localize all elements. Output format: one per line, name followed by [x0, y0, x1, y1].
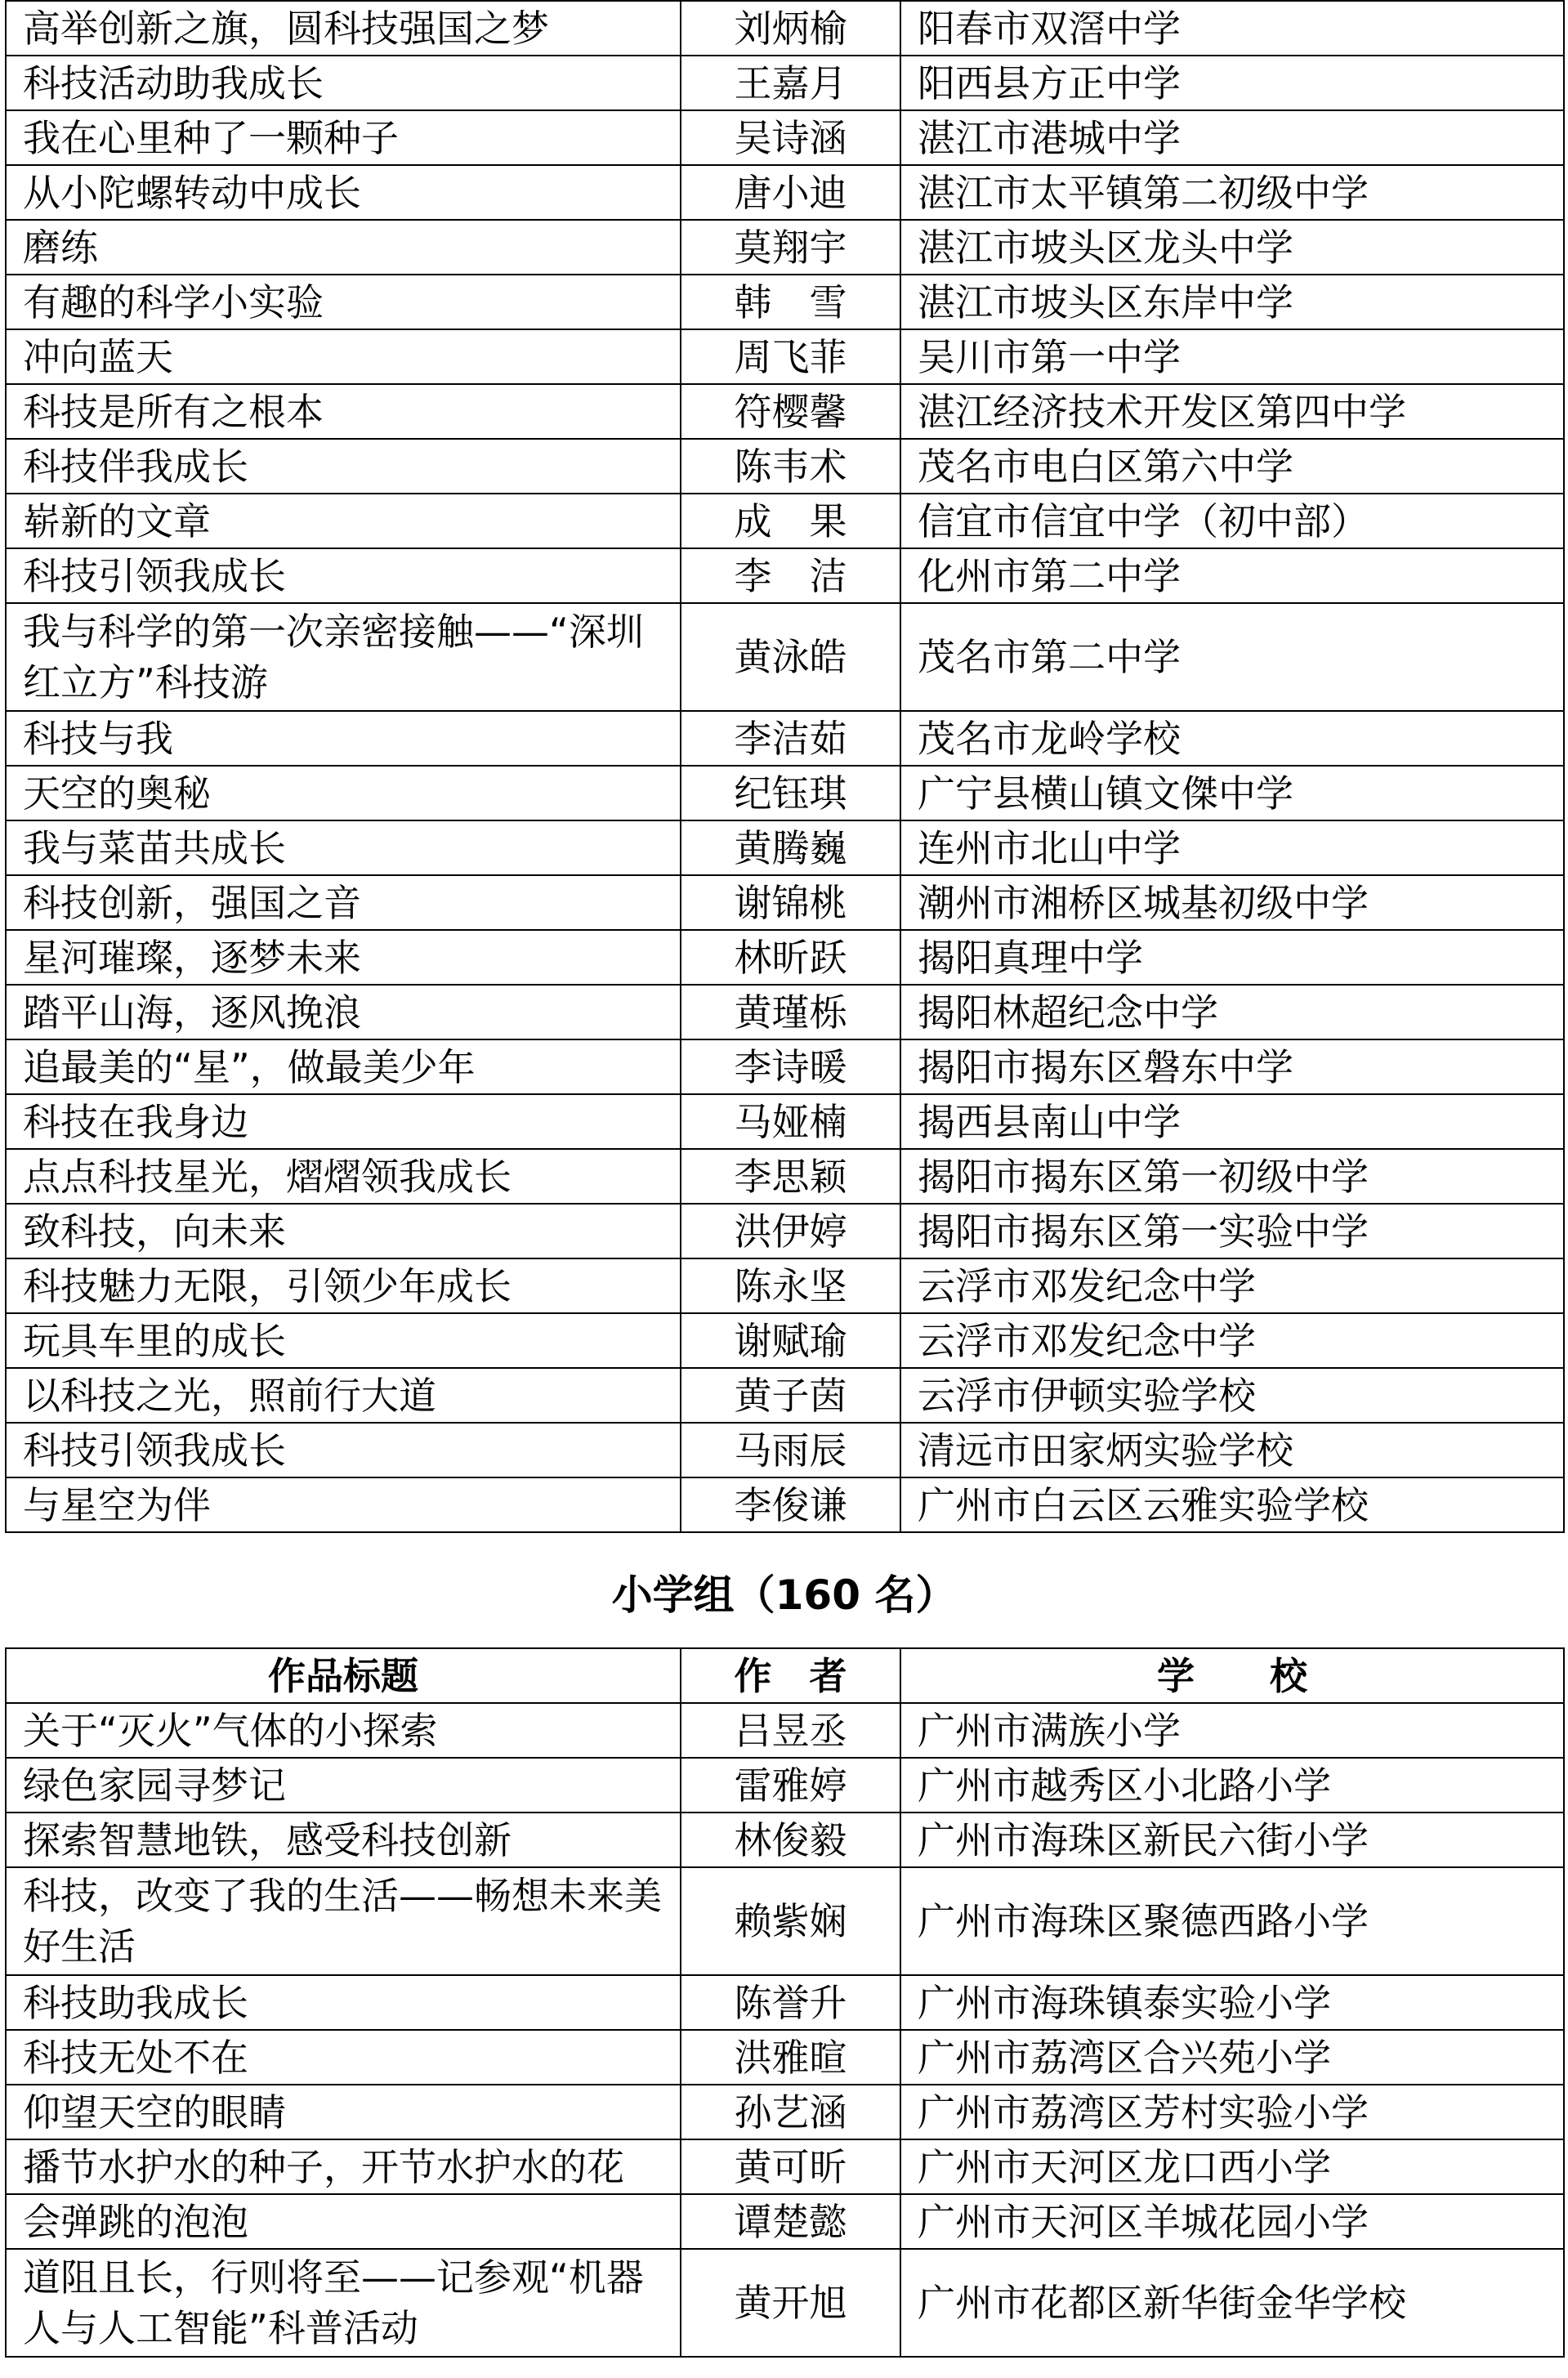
- entry-school: 湛江市太平镇第二初级中学: [900, 165, 1564, 220]
- entry-title: 道阻且长，行则将至——记参观“机器人与人工智能”科普活动: [6, 2249, 681, 2357]
- entry-title: 从小陀螺转动中成长: [6, 165, 681, 220]
- entry-school: 潮州市湘桥区城基初级中学: [900, 875, 1564, 930]
- entry-author: 孙艺涵: [681, 2085, 900, 2139]
- entry-title: 探索智慧地铁，感受科技创新: [6, 1813, 681, 1867]
- table-row: [6, 1423, 1564, 1477]
- entry-author: 赖紫娴: [681, 1867, 900, 1975]
- entry-title: 有趣的科学小实验: [6, 275, 681, 329]
- table-row: [6, 56, 1564, 110]
- entry-author: 黄开旭: [681, 2249, 900, 2357]
- entry-title: 关于“灭火”气体的小探索: [6, 1703, 681, 1758]
- entry-title: 玩具车里的成长: [6, 1313, 681, 1368]
- entry-author: 陈韦术: [681, 439, 900, 494]
- entry-school: 阳西县方正中学: [900, 56, 1564, 110]
- table-row: [6, 329, 1564, 384]
- entry-school: 湛江经济技术开发区第四中学: [900, 384, 1564, 439]
- entry-author: 黄瑾栎: [681, 985, 900, 1039]
- entry-title: 我与菜苗共成长: [6, 820, 681, 875]
- entry-school: 清远市田家炳实验学校: [900, 1423, 1564, 1477]
- table-row: [6, 1204, 1564, 1258]
- entry-author: 林俊毅: [681, 1813, 900, 1867]
- entry-author: 李诗暖: [681, 1039, 900, 1094]
- table-row: [6, 711, 1564, 766]
- upper-award-table: [5, 0, 1565, 1533]
- header-school: 学 校: [900, 1648, 1564, 1703]
- entry-author: 唐小迪: [681, 165, 900, 220]
- entry-author: 黄可昕: [681, 2139, 900, 2194]
- table-row: [6, 2194, 1564, 2249]
- entry-title: 冲向蓝天: [6, 329, 681, 384]
- table-row: [6, 1867, 1564, 1975]
- entry-author: 李俊谦: [681, 1477, 900, 1532]
- entry-title: 我与科学的第一次亲密接触——“深圳红立方”科技游: [6, 603, 681, 711]
- entry-author: 谭楚懿: [681, 2194, 900, 2249]
- entry-author: 黄腾巍: [681, 820, 900, 875]
- primary-table-body: [6, 1703, 1564, 2357]
- entry-author: 吴诗涵: [681, 110, 900, 165]
- entry-author: 王嘉月: [681, 56, 900, 110]
- entry-school: 湛江市坡头区龙头中学: [900, 220, 1564, 275]
- table-row: [6, 275, 1564, 329]
- entry-title: 磨练: [6, 220, 681, 275]
- table-row: [6, 439, 1564, 494]
- entry-school: 广州市海珠镇泰实验小学: [900, 1975, 1564, 2030]
- table-row: [6, 2139, 1564, 2194]
- entry-author: 纪钰琪: [681, 766, 900, 820]
- entry-title: 科技助我成长: [6, 1975, 681, 2030]
- entry-title: 绿色家园寻梦记: [6, 1758, 681, 1813]
- entry-title: 我在心里种了一颗种子: [6, 110, 681, 165]
- entry-school: 广州市满族小学: [900, 1703, 1564, 1758]
- primary-table-header: [6, 1648, 1564, 1703]
- entry-school: 化州市第二中学: [900, 548, 1564, 603]
- table-row: [6, 1477, 1564, 1532]
- entry-title: 高举创新之旗，圆科技强国之梦: [6, 1, 681, 56]
- entry-author: 谢锦桃: [681, 875, 900, 930]
- entry-title: 科技在我身边: [6, 1094, 681, 1149]
- entry-school: 广州市天河区羊城花园小学: [900, 2194, 1564, 2249]
- entry-title: 科技魅力无限，引领少年成长: [6, 1258, 681, 1313]
- table-row: [6, 1758, 1564, 1813]
- header-row: [6, 1648, 1564, 1703]
- entry-author: 成 果: [681, 494, 900, 548]
- table-row: [6, 1149, 1564, 1204]
- entry-author: 刘炳榆: [681, 1, 900, 56]
- entry-title: 科技创新，强国之音: [6, 875, 681, 930]
- table-row: [6, 1094, 1564, 1149]
- table-row: [6, 930, 1564, 985]
- entry-school: 湛江市港城中学: [900, 110, 1564, 165]
- table-row: [6, 548, 1564, 603]
- entry-school: 揭阳市揭东区磐东中学: [900, 1039, 1564, 1094]
- entry-school: 广州市荔湾区芳村实验小学: [900, 2085, 1564, 2139]
- entry-title: 科技，改变了我的生活——畅想未来美好生活: [6, 1867, 681, 1975]
- entry-school: 云浮市邓发纪念中学: [900, 1313, 1564, 1368]
- entry-title: 科技伴我成长: [6, 439, 681, 494]
- table-row: [6, 1703, 1564, 1758]
- entry-school: 广州市海珠区聚德西路小学: [900, 1867, 1564, 1975]
- entry-author: 韩 雪: [681, 275, 900, 329]
- entry-title: 星河璀璨，逐梦未来: [6, 930, 681, 985]
- entry-school: 广州市白云区云雅实验学校: [900, 1477, 1564, 1532]
- entry-title: 踏平山海，逐风挽浪: [6, 985, 681, 1039]
- table-row: [6, 2030, 1564, 2085]
- table-row: [6, 110, 1564, 165]
- entry-author: 陈誉升: [681, 1975, 900, 2030]
- entry-author: 符樱馨: [681, 384, 900, 439]
- entry-title: 科技无处不在: [6, 2030, 681, 2085]
- entry-school: 揭阳市揭东区第一初级中学: [900, 1149, 1564, 1204]
- entry-school: 揭阳市揭东区第一实验中学: [900, 1204, 1564, 1258]
- entry-title: 追最美的“星”，做最美少年: [6, 1039, 681, 1094]
- entry-school: 揭西县南山中学: [900, 1094, 1564, 1149]
- entry-title: 天空的奥秘: [6, 766, 681, 820]
- entry-author: 黄泳皓: [681, 603, 900, 711]
- entry-author: 周飞菲: [681, 329, 900, 384]
- entry-author: 林昕跃: [681, 930, 900, 985]
- table-row: [6, 1813, 1564, 1867]
- entry-school: 云浮市邓发纪念中学: [900, 1258, 1564, 1313]
- entry-title: 点点科技星光，熠熠领我成长: [6, 1149, 681, 1204]
- table-row: [6, 384, 1564, 439]
- entry-school: 茂名市电白区第六中学: [900, 439, 1564, 494]
- entry-title: 以科技之光，照前行大道: [6, 1368, 681, 1423]
- entry-author: 莫翔宇: [681, 220, 900, 275]
- entry-author: 李思颖: [681, 1149, 900, 1204]
- entry-school: 揭阳林超纪念中学: [900, 985, 1564, 1039]
- entry-title: 与星空为伴: [6, 1477, 681, 1532]
- table-row: [6, 1258, 1564, 1313]
- entry-school: 茂名市龙岭学校: [900, 711, 1564, 766]
- entry-title: 科技活动助我成长: [6, 56, 681, 110]
- entry-title: 科技与我: [6, 711, 681, 766]
- entry-school: 信宜市信宜中学（初中部）: [900, 494, 1564, 548]
- entry-title: 科技是所有之根本: [6, 384, 681, 439]
- entry-author: 马娅楠: [681, 1094, 900, 1149]
- header-author: 作 者: [681, 1648, 900, 1703]
- entry-title: 播节水护水的种子，开节水护水的花: [6, 2139, 681, 2194]
- entry-school: 广州市海珠区新民六街小学: [900, 1813, 1564, 1867]
- table-row: [6, 494, 1564, 548]
- entry-title: 致科技，向未来: [6, 1204, 681, 1258]
- entry-school: 连州市北山中学: [900, 820, 1564, 875]
- entry-school: 广州市荔湾区合兴苑小学: [900, 2030, 1564, 2085]
- entry-school: 广宁县横山镇文傑中学: [900, 766, 1564, 820]
- entry-school: 广州市花都区新华街金华学校: [900, 2249, 1564, 2357]
- entry-title: 仰望天空的眼睛: [6, 2085, 681, 2139]
- entry-school: 湛江市坡头区东岸中学: [900, 275, 1564, 329]
- entry-author: 陈永坚: [681, 1258, 900, 1313]
- table-row: [6, 1, 1564, 56]
- entry-title: 科技引领我成长: [6, 1423, 681, 1477]
- entry-school: 云浮市伊顿实验学校: [900, 1368, 1564, 1423]
- entry-author: 李 洁: [681, 548, 900, 603]
- entry-author: 洪伊婷: [681, 1204, 900, 1258]
- entry-title: 会弹跳的泡泡: [6, 2194, 681, 2249]
- entry-school: 广州市越秀区小北路小学: [900, 1758, 1564, 1813]
- entry-school: 广州市天河区龙口西小学: [900, 2139, 1564, 2194]
- table-row: [6, 165, 1564, 220]
- entry-title: 崭新的文章: [6, 494, 681, 548]
- entry-author: 吕昱丞: [681, 1703, 900, 1758]
- table-row: [6, 2249, 1564, 2357]
- upper-table-body: [6, 1, 1564, 1532]
- entry-school: 茂名市第二中学: [900, 603, 1564, 711]
- entry-author: 谢赋瑜: [681, 1313, 900, 1368]
- table-row: [6, 820, 1564, 875]
- entry-author: 黄子茵: [681, 1368, 900, 1423]
- entry-school: 吴川市第一中学: [900, 329, 1564, 384]
- table-row: [6, 766, 1564, 820]
- table-row: [6, 603, 1564, 711]
- entry-author: 李洁茹: [681, 711, 900, 766]
- table-row: [6, 2085, 1564, 2139]
- entry-author: 洪雅暄: [681, 2030, 900, 2085]
- table-row: [6, 1313, 1564, 1368]
- entry-school: 阳春市双滘中学: [900, 1, 1564, 56]
- table-row: [6, 1975, 1564, 2030]
- entry-school: 揭阳真理中学: [900, 930, 1564, 985]
- entry-author: 雷雅婷: [681, 1758, 900, 1813]
- table-row: [6, 985, 1564, 1039]
- entry-title: 科技引领我成长: [6, 548, 681, 603]
- entry-author: 马雨辰: [681, 1423, 900, 1477]
- table-row: [6, 875, 1564, 930]
- table-row: [6, 220, 1564, 275]
- table-row: [6, 1368, 1564, 1423]
- primary-award-table: [5, 1647, 1565, 2358]
- section-heading: 小学组（160 名）: [611, 1571, 957, 1619]
- header-title: 作品标题: [6, 1648, 681, 1703]
- table-row: [6, 1039, 1564, 1094]
